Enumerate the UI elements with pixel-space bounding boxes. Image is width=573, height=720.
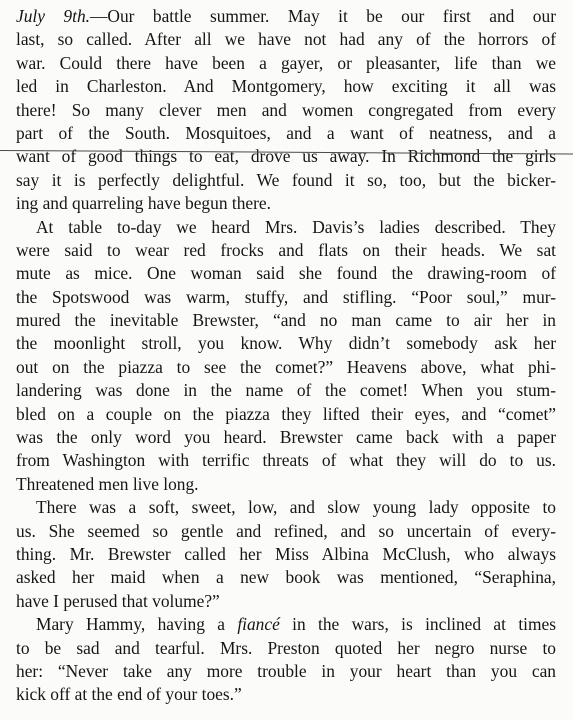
text-run: —Our battle summer. May it be our first and our	[90, 6, 556, 26]
text-line	[16, 683, 556, 706]
text-line	[16, 28, 556, 51]
body-text	[16, 5, 556, 707]
text-line	[16, 356, 556, 379]
text-run: there! So many clever men and women congregated from every	[16, 99, 556, 120]
text-run: from Washington with terrific threats of what they will do to us.	[16, 450, 556, 471]
text-run: last, so called. After all we have not had any of the horrors of	[16, 29, 556, 50]
text-line	[16, 379, 556, 402]
text-line	[16, 75, 556, 98]
text-line	[16, 403, 556, 426]
text-run: landering was done in the name of the comet! When you stum-	[16, 380, 556, 401]
text-run: asked her maid when a new book was mentioned, “Seraphina,	[16, 567, 556, 588]
text-line	[16, 473, 556, 496]
text-run: war. Could there have been a gayer, or pleasanter, life than we	[16, 52, 556, 73]
italic-run: fiancé	[237, 614, 280, 635]
text-run: were said to wear red frocks and flats on their heads. We sat	[16, 239, 556, 260]
text-line	[16, 543, 556, 566]
text-run: the Spotswood was warm, stuffy, and stifling. “Poor soul,” mur-	[16, 286, 556, 307]
text-line	[16, 660, 556, 683]
text-line	[16, 145, 556, 168]
text-run: us. She seemed so gentle and refined, and so uncertain of every-	[16, 520, 556, 541]
text-line	[16, 449, 556, 472]
text-line	[16, 192, 556, 215]
text-line	[16, 496, 556, 519]
text-line	[16, 52, 556, 75]
text-line	[16, 566, 556, 589]
text-run: to be sad and tearful. Mrs. Preston quoted her negro nurse to	[16, 637, 556, 658]
text-line	[16, 122, 556, 145]
text-line	[16, 5, 556, 28]
text-line	[16, 590, 556, 613]
text-line	[16, 613, 556, 636]
text-run: the moonlight stroll, you know. Why didn’t somebody ask her	[16, 333, 556, 354]
text-line	[16, 286, 556, 309]
text-run: say it is perfectly delightful. We found it so, too, but the bicker-	[16, 169, 556, 190]
text-run: mured the inevitable Brewster, “and no man came to air her in	[16, 310, 556, 331]
paragraph-p3	[16, 496, 556, 613]
text-run: out on the piazza to see the comet?” Heavens above, what phi-	[16, 356, 556, 377]
text-run: thing. Mr. Brewster called her Miss Albina McClush, who always	[16, 543, 556, 564]
text-line	[16, 309, 556, 332]
text-run: was the only word you heard. Brewster came back with a paper	[16, 427, 556, 448]
text-run: Threatened men live long.	[16, 473, 199, 494]
text-run: Mary Hammy, having a	[36, 614, 238, 635]
text-run: want of good things to eat, drove us away. In Richmond the girls	[16, 146, 556, 167]
text-line	[16, 520, 556, 543]
italic-run: July 9th.	[16, 6, 90, 26]
paragraph-p2	[16, 216, 556, 497]
text-line	[16, 426, 556, 449]
text-line	[16, 262, 556, 285]
text-run: At table to-day we heard Mrs. Davis’s ladies described. They	[36, 216, 556, 237]
text-line	[16, 637, 556, 660]
text-line	[16, 169, 556, 192]
text-run: in the wars, is inclined at times	[279, 614, 556, 635]
paragraph-p1	[16, 5, 556, 216]
text-run: have I perused that volume?”	[16, 590, 220, 611]
text-line	[16, 239, 556, 262]
text-line	[16, 99, 556, 122]
text-run: kick off at the end of your toes.”	[16, 684, 242, 705]
text-run: There was a soft, sweet, low, and slow young lady opposite to	[36, 497, 556, 518]
text-run: her: “Never take any more trouble in your heart than you can	[16, 660, 556, 681]
text-run: mute as mice. One woman said she found the drawing-room of	[16, 263, 556, 284]
paragraph-p4	[16, 613, 556, 707]
text-run: bled on a couple on the piazza they lifted their eyes, and “comet”	[16, 403, 556, 424]
text-line	[16, 216, 556, 239]
text-run: ing and quarreling have begun there.	[16, 193, 271, 214]
text-run: part of the South. Mosquitoes, and a want of neatness, and a	[16, 122, 556, 143]
text-line	[16, 332, 556, 355]
text-run: led in Charleston. And Montgomery, how exciting it all was	[16, 76, 556, 97]
